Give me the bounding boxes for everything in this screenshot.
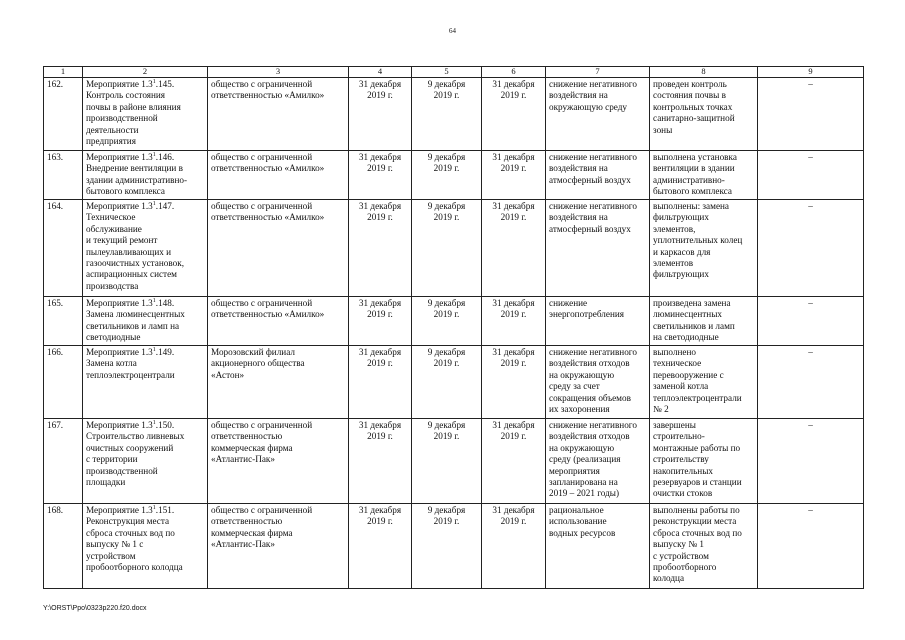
actual-start-date-cell-text: 9 декабря 2019 г. xyxy=(427,79,466,101)
result-cell-text: выполнена установка вентиляции в здании административно- бытового комплекса xyxy=(653,152,737,197)
measures-table xyxy=(43,66,864,589)
row-number-cell-text: 166. xyxy=(47,347,64,357)
column-header: 6 xyxy=(482,67,546,78)
note-cell-text: – xyxy=(808,505,813,515)
row-number-cell-text: 167. xyxy=(47,420,64,430)
row-number-cell-text: 164. xyxy=(47,201,64,211)
event-cell xyxy=(83,419,208,504)
result-cell xyxy=(650,504,758,589)
table-body xyxy=(44,78,864,589)
event-title-superscript: 1 xyxy=(152,78,156,85)
column-header: 4 xyxy=(349,67,412,78)
event-cell xyxy=(83,78,208,151)
event-title-superscript: 1 xyxy=(152,151,156,158)
executor-cell-text: общество с ограниченной ответственностью коммерческая фирма «Атлантис-Пак» xyxy=(211,505,313,550)
result-cell xyxy=(650,297,758,346)
note-cell xyxy=(758,151,864,200)
row-number-cell xyxy=(44,200,83,297)
executor-cell xyxy=(208,200,349,297)
actual-start-date-cell xyxy=(412,504,482,589)
expected-effect-cell xyxy=(546,346,650,419)
actual-end-date-cell xyxy=(482,504,546,589)
result-cell-text: выполнены работы по реконструкции места сброса сточных вод по выпуску № 1 с устройством пробоотборного колодца xyxy=(653,505,742,584)
row-number-cell xyxy=(44,151,83,200)
actual-end-date-cell-text: 31 декабря 2019 г. xyxy=(492,152,535,174)
actual-start-date-cell-text: 9 декабря 2019 г. xyxy=(427,201,466,223)
event-title xyxy=(86,201,174,211)
executor-cell xyxy=(208,346,349,419)
executor-cell-text: общество с ограниченной ответственностью коммерческая фирма «Атлантис-Пак» xyxy=(211,420,313,465)
executor-cell-text: общество с ограниченной ответственностью «Амилко» xyxy=(211,201,325,223)
event-title-suffix: .149. xyxy=(155,347,175,357)
column-header: 1 xyxy=(44,67,83,78)
row-number-cell xyxy=(44,504,83,589)
table-row xyxy=(44,504,864,589)
actual-start-date-cell xyxy=(412,78,482,151)
executor-cell-text: общество с ограниченной ответственностью «Амилко» xyxy=(211,298,325,320)
result-cell xyxy=(650,200,758,297)
planned-date-cell-text: 31 декабря 2019 г. xyxy=(358,201,402,223)
event-title-suffix: .151. xyxy=(155,505,175,515)
table-row xyxy=(44,419,864,504)
row-number-cell xyxy=(44,419,83,504)
column-number-row xyxy=(44,67,864,78)
actual-start-date-cell xyxy=(412,151,482,200)
expected-effect-cell xyxy=(546,419,650,504)
expected-effect-cell-text: рациональное использование водных ресурсов xyxy=(549,505,616,538)
executor-cell xyxy=(208,151,349,200)
event-title-prefix: Мероприятие 1.3 xyxy=(86,201,153,211)
note-cell-text: – xyxy=(808,298,813,308)
actual-end-date-cell-text: 31 декабря 2019 г. xyxy=(492,298,535,320)
column-header: 2 xyxy=(83,67,208,78)
event-description: Контроль состояния почвы в районе влияния производственной деятельности предприятия xyxy=(86,90,181,147)
actual-end-date-cell-text: 31 декабря 2019 г. xyxy=(492,347,535,369)
actual-end-date-cell xyxy=(482,151,546,200)
expected-effect-cell xyxy=(546,504,650,589)
executor-cell xyxy=(208,297,349,346)
expected-effect-cell xyxy=(546,151,650,200)
event-title-suffix: .150. xyxy=(155,420,175,430)
event-title xyxy=(86,79,174,89)
event-description: Строительство ливневых очистных сооружений с территории производственной площадки xyxy=(86,431,185,488)
actual-start-date-cell xyxy=(412,297,482,346)
event-title-prefix: Мероприятие 1.3 xyxy=(86,79,153,89)
expected-effect-cell-text: снижение негативного воздействия отходов на окружающую среду (реализация мероприятия запланирована на 2019 – 2021 годы) xyxy=(549,420,637,499)
result-cell-text: выполнено техническое перевооружение с заменой котла теплоэлектроцентрали № 2 xyxy=(653,347,742,415)
expected-effect-cell xyxy=(546,297,650,346)
table-row xyxy=(44,297,864,346)
table-row xyxy=(44,78,864,151)
event-title-prefix: Мероприятие 1.3 xyxy=(86,152,153,162)
planned-date-cell-text: 31 декабря 2019 г. xyxy=(358,505,402,527)
result-cell xyxy=(650,346,758,419)
event-description: Замена котла теплоэлектроцентрали xyxy=(86,358,175,380)
row-number-cell-text: 163. xyxy=(47,152,64,162)
event-title-prefix: Мероприятие 1.3 xyxy=(86,298,153,308)
expected-effect-cell-text: снижение негативного воздействия на атмосферный воздух xyxy=(549,201,637,234)
event-title xyxy=(86,347,174,357)
column-header: 7 xyxy=(546,67,650,78)
event-cell xyxy=(83,504,208,589)
page-number: 64 xyxy=(449,27,456,35)
row-number-cell-text: 162. xyxy=(47,79,64,89)
executor-cell xyxy=(208,419,349,504)
result-cell-text: произведена замена люминесцентных светильников и ламп на светодиодные xyxy=(653,298,735,343)
event-title-suffix: .148. xyxy=(155,298,175,308)
planned-date-cell-text: 31 декабря 2019 г. xyxy=(358,420,402,442)
event-title-suffix: .146. xyxy=(155,152,175,162)
event-title-prefix: Мероприятие 1.3 xyxy=(86,505,153,515)
result-cell xyxy=(650,78,758,151)
row-number-cell xyxy=(44,346,83,419)
planned-date-cell xyxy=(349,200,412,297)
event-title xyxy=(86,420,174,430)
event-title-prefix: Мероприятие 1.3 xyxy=(86,420,153,430)
column-header: 3 xyxy=(208,67,349,78)
table-row xyxy=(44,151,864,200)
executor-cell xyxy=(208,504,349,589)
result-cell xyxy=(650,151,758,200)
actual-start-date-cell xyxy=(412,346,482,419)
planned-date-cell-text: 31 декабря 2019 г. xyxy=(358,347,402,369)
event-title xyxy=(86,505,174,515)
result-cell xyxy=(650,419,758,504)
event-cell xyxy=(83,297,208,346)
actual-end-date-cell-text: 31 декабря 2019 г. xyxy=(492,505,535,527)
row-number-cell-text: 165. xyxy=(47,298,64,308)
executor-cell xyxy=(208,78,349,151)
expected-effect-cell xyxy=(546,78,650,151)
actual-start-date-cell-text: 9 декабря 2019 г. xyxy=(427,505,466,527)
note-cell xyxy=(758,78,864,151)
actual-start-date-cell-text: 9 декабря 2019 г. xyxy=(427,298,466,320)
planned-date-cell-text: 31 декабря 2019 г. xyxy=(358,298,402,320)
event-title-superscript: 1 xyxy=(152,419,156,426)
column-header: 5 xyxy=(412,67,482,78)
note-cell xyxy=(758,297,864,346)
note-cell xyxy=(758,504,864,589)
row-number-cell-text: 168. xyxy=(47,505,64,515)
actual-start-date-cell xyxy=(412,419,482,504)
table-row xyxy=(44,346,864,419)
column-header: 9 xyxy=(758,67,864,78)
actual-end-date-cell xyxy=(482,346,546,419)
event-title-suffix: .147. xyxy=(155,201,175,211)
actual-start-date-cell-text: 9 декабря 2019 г. xyxy=(427,152,466,174)
actual-start-date-cell-text: 9 декабря 2019 г. xyxy=(427,420,466,442)
note-cell-text: – xyxy=(808,201,813,211)
planned-date-cell xyxy=(349,151,412,200)
actual-end-date-cell-text: 31 декабря 2019 г. xyxy=(492,420,535,442)
event-title xyxy=(86,152,174,162)
executor-cell-text: Морозовский филиал акционерного общества «Астон» xyxy=(211,347,305,380)
planned-date-cell xyxy=(349,346,412,419)
event-title xyxy=(86,298,174,308)
event-cell xyxy=(83,346,208,419)
event-cell xyxy=(83,200,208,297)
expected-effect-cell xyxy=(546,200,650,297)
planned-date-cell-text: 31 декабря 2019 г. xyxy=(358,152,402,174)
planned-date-cell-text: 31 декабря 2019 г. xyxy=(358,79,402,101)
note-cell-text: – xyxy=(808,347,813,357)
result-cell-text: выполнены: замена фильтрующих элементов, уплотнительных колец и каркасов для элементов фильтрующих xyxy=(653,201,743,280)
executor-cell-text: общество с ограниченной ответственностью «Амилко» xyxy=(211,152,325,174)
event-description: Внедрение вентиляции в здании административно- бытового комплекса xyxy=(86,163,188,197)
actual-end-date-cell xyxy=(482,78,546,151)
row-number-cell xyxy=(44,297,83,346)
event-title-superscript: 1 xyxy=(152,200,156,207)
event-title-superscript: 1 xyxy=(152,504,156,511)
actual-end-date-cell xyxy=(482,200,546,297)
actual-start-date-cell-text: 9 декабря 2019 г. xyxy=(427,347,466,369)
note-cell-text: – xyxy=(808,152,813,162)
actual-end-date-cell-text: 31 декабря 2019 г. xyxy=(492,201,535,223)
planned-date-cell xyxy=(349,504,412,589)
planned-date-cell xyxy=(349,78,412,151)
event-title-superscript: 1 xyxy=(152,346,156,353)
expected-effect-cell-text: снижение энергопотребления xyxy=(549,298,625,320)
event-cell xyxy=(83,151,208,200)
expected-effect-cell-text: снижение негативного воздействия на атмосферный воздух xyxy=(549,152,637,185)
note-cell-text: – xyxy=(808,79,813,89)
note-cell-text: – xyxy=(808,420,813,430)
planned-date-cell xyxy=(349,419,412,504)
column-header: 8 xyxy=(650,67,758,78)
event-title-prefix: Мероприятие 1.3 xyxy=(86,347,153,357)
note-cell xyxy=(758,346,864,419)
result-cell-text: проведен контроль состояния почвы в контрольных точках санитарно-защитной зоны xyxy=(653,79,735,135)
actual-start-date-cell xyxy=(412,200,482,297)
planned-date-cell xyxy=(349,297,412,346)
event-title-suffix: .145. xyxy=(155,79,175,89)
actual-end-date-cell xyxy=(482,297,546,346)
event-description: Замена люминесцентных светильников и ламп на светодиодные xyxy=(86,309,185,343)
actual-end-date-cell xyxy=(482,419,546,504)
result-cell-text: завершены строительно- монтажные работы по строительству накопительных резервуаров и станции очистки стоков xyxy=(653,420,742,499)
event-description: Реконструкция места сброса сточных вод по выпуску № 1 с устройством пробоотборного колодца xyxy=(86,516,183,573)
expected-effect-cell-text: снижение негативного воздействия на окружающую среду xyxy=(549,79,637,112)
expected-effect-cell-text: снижение негативного воздействия отходов на окружающую среду за счет сокращения объемов их захоронения xyxy=(549,347,637,415)
note-cell xyxy=(758,200,864,297)
actual-end-date-cell-text: 31 декабря 2019 г. xyxy=(492,79,535,101)
executor-cell-text: общество с ограниченной ответственностью «Амилко» xyxy=(211,79,325,101)
row-number-cell xyxy=(44,78,83,151)
event-title-superscript: 1 xyxy=(152,297,156,304)
event-description: Техническое обслуживание и текущий ремонт пылеулавливающих и газоочистных установок, аспирационных систем производства xyxy=(86,212,184,291)
file-path-footer: Y:\ORST\Ppo\0323p220.f20.docx xyxy=(43,605,147,612)
table-row xyxy=(44,200,864,297)
note-cell xyxy=(758,419,864,504)
